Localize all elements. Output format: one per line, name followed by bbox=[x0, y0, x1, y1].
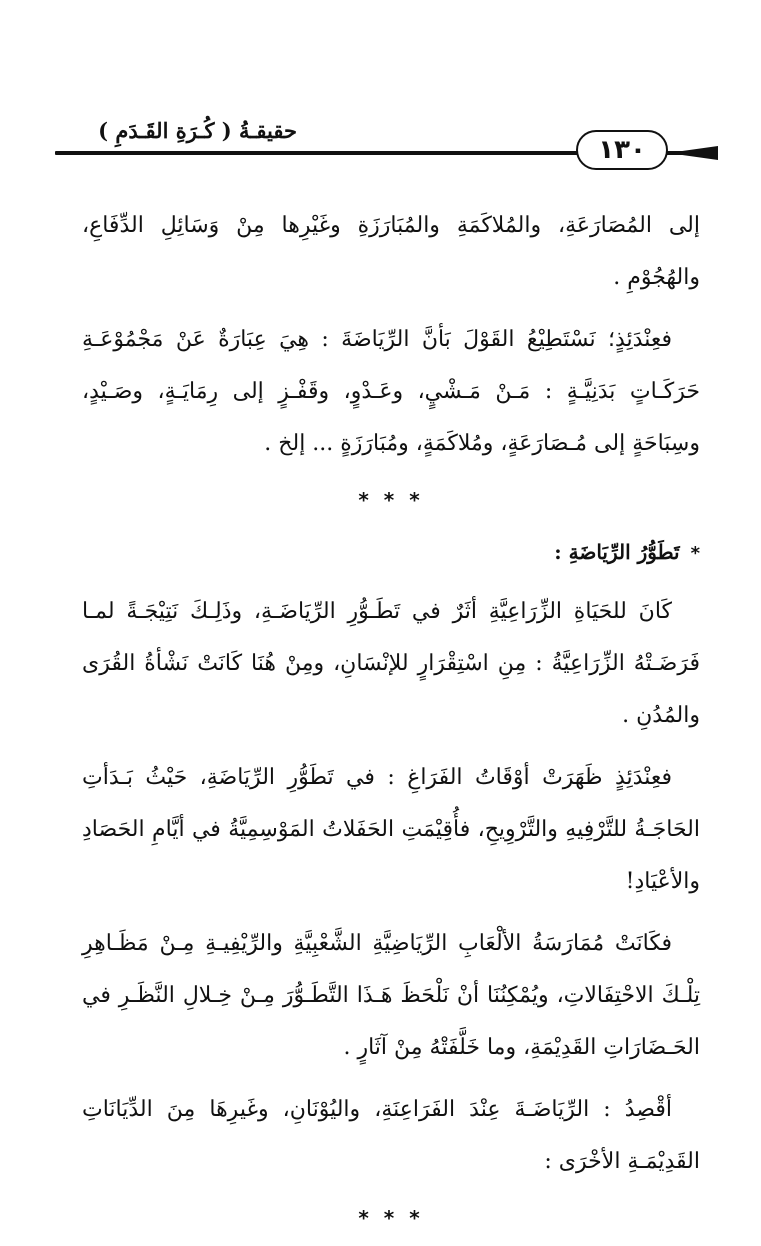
paragraph: فعِنْدَئِذٍ ظَهَرَتْ أوْقَاتُ الفَرَاغِ : في تَطَوُّرِ الرِّيَاضَةِ، حَيْثُ بَـدَأتِ الحَاجَـةُ للتَّرْفِيهِ والتَّرْوِيحِ، فأُقِيْمَتِ الحَفَلاتُ المَوْسِمِيَّةُ في أيَّامِ الحَصَادِ والأعْيَادِ! bbox=[82, 765, 700, 894]
section-heading bbox=[82, 528, 700, 578]
paragraph: كَانَ للحَيَاةِ الزِّرَاعِيَّةِ أثَرٌ في تَطَـوُّرِ الرِّيَاضَـةِ، وذَلِـكَ نَتِيْجَـةً لمـا فَرَضَـتْهُ الزِّرَاعِيَّةُ : مِنِ اسْتِقْرَارٍ للإنْسَانِ، ومِنْ هُنَا كَانَتْ نَشْأةُ القُرَى والمُدُنِ . bbox=[82, 599, 700, 728]
heading-star: * bbox=[690, 543, 700, 564]
header-ornament-icon bbox=[668, 144, 718, 162]
page-number: ١٣٠ bbox=[576, 130, 668, 170]
paragraph: أقْصِدُ : الرِّيَاضَـةَ عِنْدَ الفَرَاعِنَةِ، واليُوْنَانِ، وغَيرِهَا مِنَ الدِّيَانَاتِ القَدِيْمَـةِ الأخْرَى : bbox=[82, 1097, 700, 1174]
section-separator: * * * bbox=[358, 1206, 424, 1230]
paragraph: فعِنْدَئِذٍ؛ نَسْتَطِيْعُ القَوْلَ بَأنَّ الرِّيَاضَةَ : هِيَ عِبَارَةٌ عَنْ مَجْمُوْعَـةِ حَرَكَـاتٍ بَدَنِيَّـةٍ : مَـنْ مَـشْيٍ، وعَـدْوٍ، وقَفْـزٍ إلى رِمَايَـةٍ، وصَـيْدٍ، وسِبَاحَةٍ إلى مُـصَارَعَةٍ، ومُلاكَمَةٍ، ومُبَارَزَةٍ ... إلخ . bbox=[82, 327, 700, 456]
running-title: حقيقـةُ ( كُـرَةِ القَـدَمِ ) bbox=[98, 118, 297, 143]
paragraph: فكَانَتْ مُمَارَسَةُ الألْعَابِ الرِّيَاضِيَّةِ الشَّعْبِيَّةِ والرِّيْفِيـةِ مِـنْ مَظَـاهِرِ تِلْـكَ الاحْتِفَالاتِ، ويُمْكِنُنَا أنْ نَلْحَظَ هَـذَا التَّطَـوُّرَ مِـنْ خِـلالِ النَّظَـرِ في الحَـضَارَاتِ القَدِيْمَةِ، وما خَلَّفَتْهُ مِنْ آثَارٍ . bbox=[82, 931, 700, 1060]
section-heading-text: تَطَوُّرُ الرِّيَاضَةِ : bbox=[554, 540, 680, 564]
paragraph: إلى المُصَارَعَةِ، والمُلاكَمَةِ والمُبَارَزَةِ وغَيْرِها مِنْ وَسَائِلِ الدِّفَاعِ، والهُجُوْمِ . bbox=[82, 213, 700, 290]
page-header bbox=[55, 118, 705, 174]
section-separator: * * * bbox=[358, 488, 424, 512]
page-body bbox=[82, 200, 700, 1246]
